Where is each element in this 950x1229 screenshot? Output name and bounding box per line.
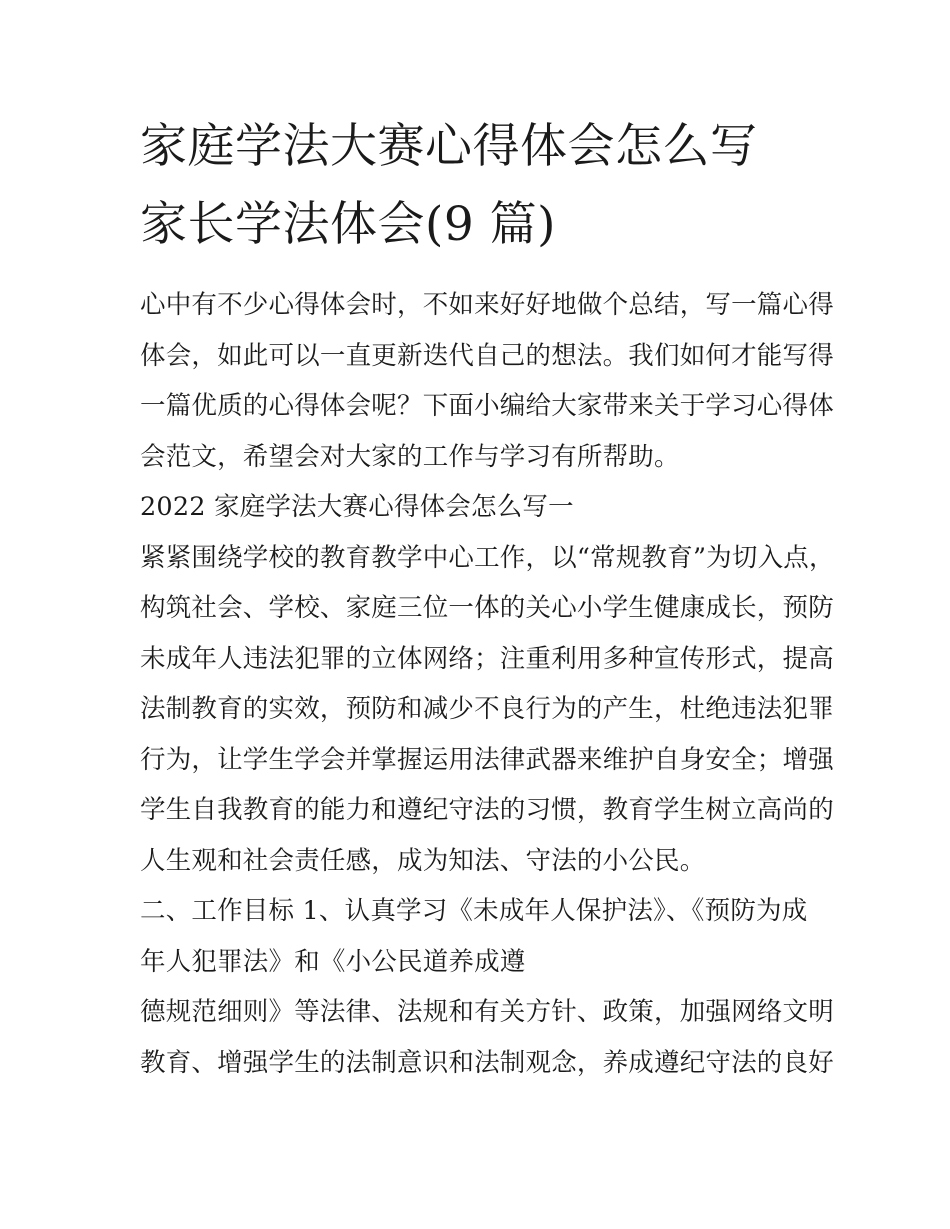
document-body	[140, 280, 835, 1088]
section-heading: 2022 家庭学法大赛心得体会怎么写一	[140, 492, 574, 522]
body-line: 二、工作目标 1、认真学习《未成年人保护法》、《预防为成	[140, 896, 808, 926]
body-line: 学生自我教育的能力和遵纪守法的习惯，教育学生树立高尚的	[140, 795, 834, 825]
body-line: 未成年人违法犯罪的立体网络；注重利用多种宣传形式，提高	[140, 643, 834, 674]
document-title	[140, 108, 812, 264]
intro-line: 心中有不少心得体会时，不如来好好地做个总结，写一篇心得	[140, 290, 834, 320]
body-line: 人生观和社会责任感，成为知法、守法的小公民。	[140, 845, 706, 876]
body-line: 构筑社会、学校、家庭三位一体的关心小学生健康成长，预防	[140, 593, 834, 623]
body-line: 行为，让学生学会并掌握运用法律武器来维护自身安全；增强	[140, 744, 834, 775]
body-line: 德规范细则》等法律、法规和有关方针、政策，加强网络文明	[140, 997, 834, 1027]
body-line: 法制教育的实效，预防和减少不良行为的产生，杜绝违法犯罪	[140, 694, 834, 724]
body-line: 紧紧围绕学校的教育教学中心工作，以“常规教育”为切入点，	[140, 542, 835, 573]
body-line: 年人犯罪法》和《小公民道养成遵	[140, 946, 526, 977]
title-line: 家长学法体会(9 篇)	[140, 197, 557, 252]
intro-line: 一篇优质的心得体会呢？下面小编给大家带来关于学习心得体	[140, 391, 834, 421]
intro-line: 会范文，希望会对大家的工作与学习有所帮助。	[140, 441, 680, 472]
body-line: 教育、增强学生的法制意识和法制观念，养成遵纪守法的良好	[140, 1047, 834, 1078]
intro-line: 体会，如此可以一直更新迭代自己的想法。我们如何才能写得	[140, 340, 834, 371]
document-page	[140, 108, 835, 1088]
title-line: 家庭学法大赛心得体会怎么写	[140, 119, 758, 174]
